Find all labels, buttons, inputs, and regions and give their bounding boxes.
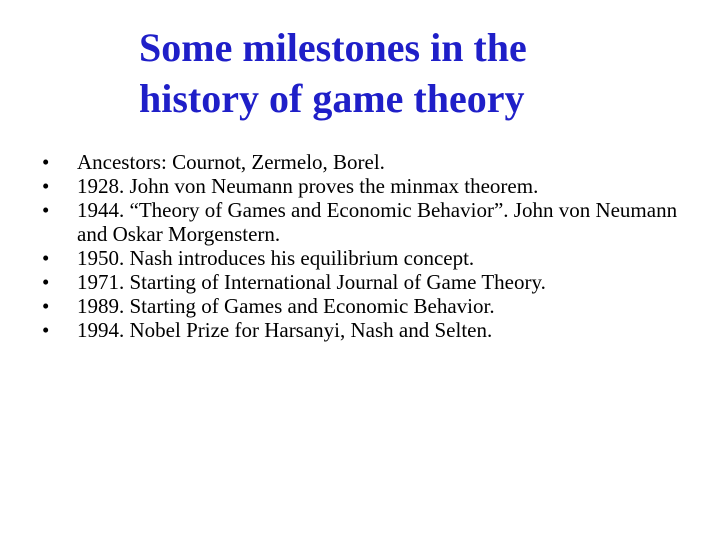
- milestone-item-1989: [0, 294, 700, 318]
- milestone-text: 1994. Nobel Prize for Harsanyi, Nash and Selten.: [77, 318, 493, 342]
- milestone-item-ancestors: [0, 150, 700, 174]
- bullet-marker: •: [42, 270, 50, 294]
- milestone-text: Ancestors: Cournot, Zermelo, Borel.: [77, 150, 385, 174]
- milestone-item-1928: [0, 174, 700, 198]
- slide-title-line-1: Some milestones in the: [139, 25, 527, 70]
- bullet-marker: •: [42, 318, 50, 342]
- milestone-text: 1971. Starting of International Journal of Game Theory.: [77, 270, 546, 294]
- milestone-text: 1989. Starting of Games and Economic Behavior.: [77, 294, 495, 318]
- bullet-marker: •: [42, 294, 50, 318]
- slide-title: [139, 22, 659, 124]
- milestone-text: 1950. Nash introduces his equilibrium concept.: [77, 246, 475, 270]
- bullet-marker: •: [42, 198, 50, 222]
- milestone-list: [0, 150, 700, 342]
- milestone-text: 1928. John von Neumann proves the minmax theorem.: [77, 174, 539, 198]
- milestone-item-1944: [0, 198, 700, 246]
- milestone-item-1950: [0, 246, 700, 270]
- bullet-marker: •: [42, 174, 50, 198]
- bullet-marker: •: [42, 246, 50, 270]
- milestone-text: 1944. “Theory of Games and Economic Behavior”. John von Neumann and Oskar Morgenstern.: [77, 198, 678, 246]
- slide-title-line-2: history of game theory: [139, 76, 525, 121]
- bullet-marker: •: [42, 150, 50, 174]
- milestone-item-1971: [0, 270, 700, 294]
- milestone-item-1994: [0, 318, 700, 342]
